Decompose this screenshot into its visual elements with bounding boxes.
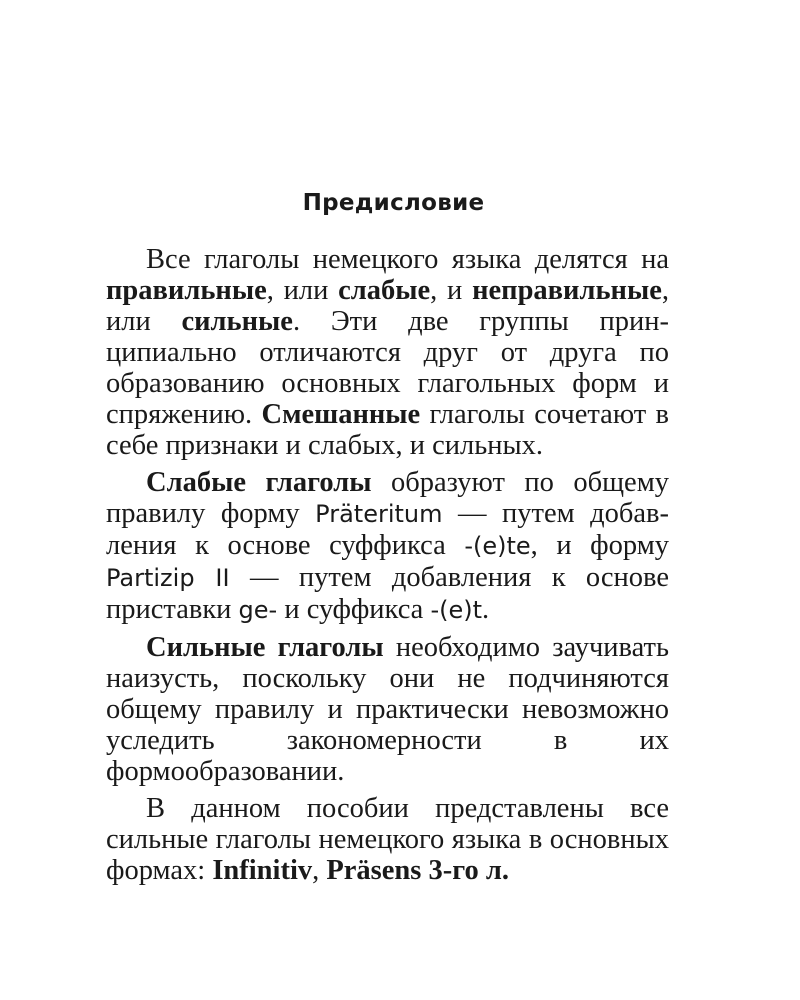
text-run: , и форму [530,530,669,561]
term-mixed: Смешанные [261,399,421,430]
paragraph-manual-contents [106,793,669,886]
text-run: , или [106,275,669,337]
term-irregular: неправильные [472,275,662,306]
term-prateritum: Präteritum [315,500,443,528]
page-content [106,190,669,892]
term-strong-verbs: Сильные глаголы [146,632,384,663]
text-run: . [482,594,490,625]
text-run: образуют по общему правилу форму [106,467,669,529]
prefix-ge: ge- [238,596,278,624]
suffix-et: -(e)t [430,596,483,624]
term-infinitiv: Infinitiv [212,855,313,886]
term-partizip: Partizip II [106,564,230,592]
page-title: Предисловие [302,190,485,216]
text-run: . Эти две группы принципиально отличаются друг от друга по образованию основных глагольных форм и спряжению. [106,306,669,430]
term-regular: правильные [106,275,267,306]
paragraph-strong-verbs [106,632,669,787]
term-strong: сильные [181,306,293,337]
suffix-ete: -(e)te [464,532,531,560]
text-run: В данном пособии представлены все сильные глаголы немецкого языка в основных формах: [106,793,669,886]
text-run: — путем добавления к основе приставки [106,562,669,625]
text-run: необходимо заучивать наизусть, поскольку они не подчиняются общему правилу и практически невозможно уследить закономерности в их формообразовании. [106,632,669,787]
text-run: , [312,855,327,886]
term-prasens: Präsens 3-го л. [326,855,509,886]
paragraph-weak-verbs [106,467,669,626]
text-run: глаголы сочетают в себе признаки и слабых, и сильных. [106,399,669,461]
paragraph-intro [106,244,669,461]
text-run: Все глаголы немецкого языка делятся на [146,244,669,275]
text-run: — путем добавления к основе суффикса [106,498,669,561]
text-run: , или [266,275,339,306]
text-run: , и [430,275,473,306]
term-weak-verbs: Слабые глаголы [146,467,372,498]
term-weak: слабые [338,275,431,306]
text-run: и суффикса [277,594,431,625]
